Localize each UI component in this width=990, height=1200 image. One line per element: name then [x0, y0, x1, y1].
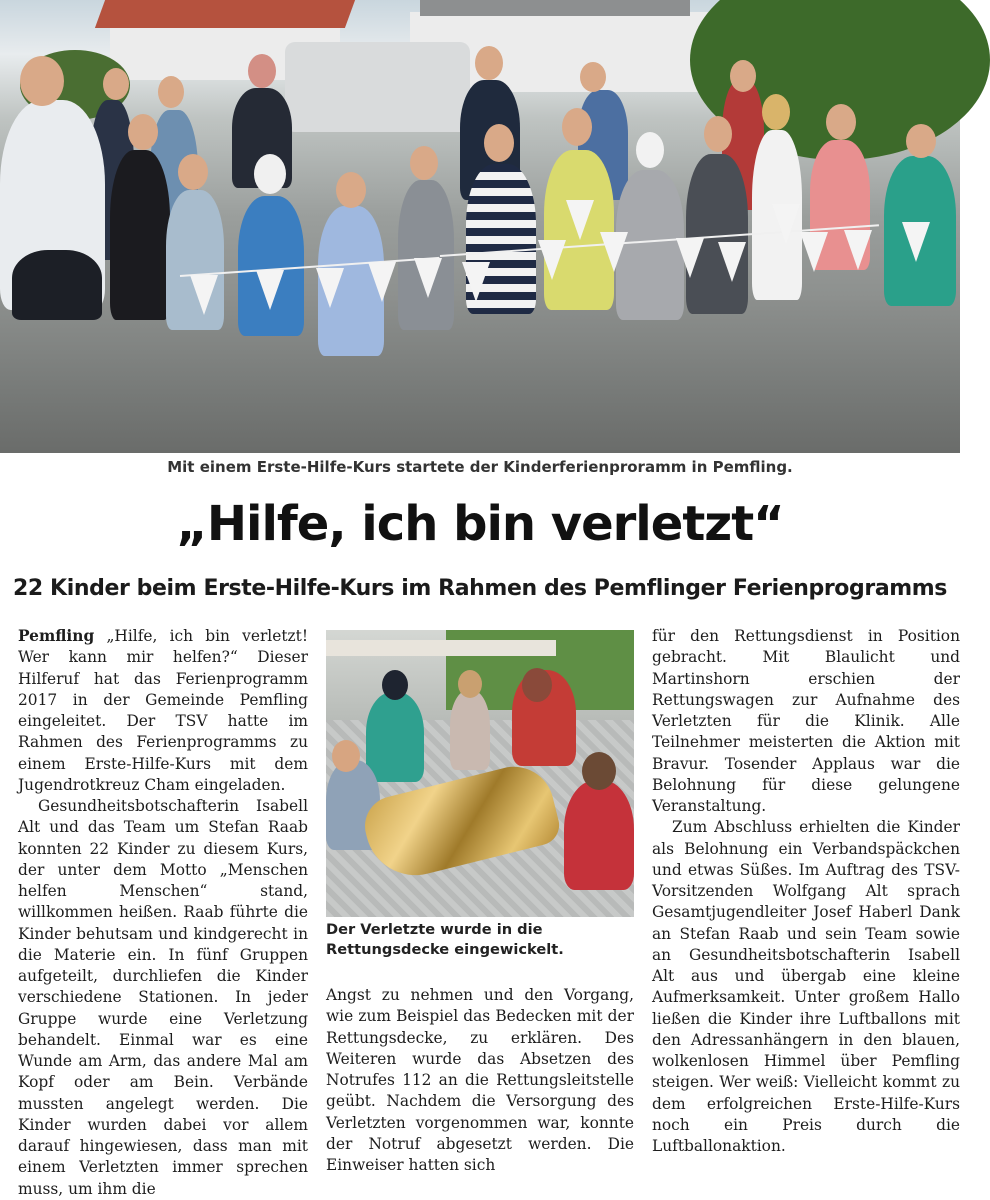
photo-head — [248, 54, 276, 88]
article-dateline: Pemfling — [18, 627, 95, 645]
photo-flag — [462, 262, 490, 302]
inset-kid-head — [382, 670, 408, 700]
photo-head — [336, 172, 366, 208]
photo-flag — [190, 275, 218, 315]
article-paragraph: Zum Abschluss erhielten die Kinder als Belohnung ein Verbandspäckchen und etwas Süßes. Im Auftrag des TSV-Vorsitzenden Wolfgang Alt sprach Gesamtjugendleiter Josef Haberl Dank an Stefan Raab und sein Team sowie an Gesundheitsbotschafterin Isabell Alt aus und übergab eine kleine Aufmerksamkeit. Unter großem Hallo ließen die Kinder ihre Luftballons mit den Adressanhängern in den blauen, wolkenlosen Himmel über Pemfling steigen. Wer weiß: Vielleicht kommt zu dem erfolgreichen Erste-Hilfe-Kurs noch ein Preis durch die Luftballonaktion. — [652, 818, 960, 1155]
inset-photo-caption: Der Verletzte wurde in die Rettungsdecke eingewickelt. — [326, 921, 564, 958]
article-headline: „Hilfe, ich bin verletzt“ — [176, 496, 784, 552]
inset-kid-head — [458, 670, 482, 698]
top-photo-caption: Mit einem Erste-Hilfe-Kurs startete der Kinderferienproramm in Pemfling. — [167, 458, 793, 476]
photo-person — [110, 150, 170, 320]
photo-roof-left — [95, 0, 355, 28]
inset-kid-head — [522, 668, 552, 702]
photo-flag — [676, 238, 704, 278]
photo-head — [636, 132, 664, 168]
article-subheadline: 22 Kinder beim Erste-Hilfe-Kurs im Rahmen des Pemflinger Ferienprogramms — [12, 576, 948, 601]
photo-head — [158, 76, 184, 108]
photo-flag — [414, 258, 442, 298]
photo-head — [128, 114, 158, 150]
article-text: „Hilfe, ich bin verletzt! Wer kann mir helfen?“ Dieser Hilferuf hat das Ferienprogramm 2017 in der Gemeinde Pemfling eingeleitet. Der TSV hatte im Rahmen des Ferienprogramms zu einem Erste-Hilfe-Kurs mit dem Jugendrotkreuz Cham eingeladen. — [18, 627, 308, 794]
photo-head — [762, 94, 790, 130]
article-column-2 — [326, 985, 634, 1176]
photo-flag — [538, 240, 566, 280]
inset-kid-head — [582, 752, 616, 790]
photo-flag — [800, 232, 828, 272]
article-column-1 — [18, 626, 308, 1200]
inset-kid — [450, 690, 490, 770]
photo-flag — [256, 270, 284, 310]
photo-head — [178, 154, 208, 190]
photo-flag — [316, 268, 344, 308]
photo-flag — [902, 222, 930, 262]
photo-flag — [844, 230, 872, 270]
photo-head — [475, 46, 503, 80]
photo-head — [562, 108, 592, 146]
article-paragraph — [18, 626, 308, 796]
photo-flag — [368, 262, 396, 302]
article-paragraph: Gesundheitsbotschafterin Isabell Alt und das Team um Stefan Raab konnten 22 Kinder zu diesem Kurs, der unter dem Motto „Menschen helfen Menschen“ stand, willkommen heißen. Raab führte die Kinder behutsam und kindgerecht in die Materie ein. In fünf Gruppen aufgeteilt, durchliefen die Kinder verschiedene Stationen. In jeder Gruppe wurde eine Verletzung behandelt. Einmal war es eine Wunde am Arm, das andere Mal am Kopf oder am Bein. Verbände mussten angelegt werden. Die Kinder wurden dabei vor allem darauf hingewiesen, dass man mit einem Verletzten immer sprechen muss, um ihm die — [18, 797, 308, 1198]
photo-flag — [600, 232, 628, 272]
photo-road — [0, 300, 960, 453]
article-paragraph: für den Rettungsdienst in Position gebracht. Mit Blaulicht und Martinshorn erschien der Rettungswagen zur Aufnahme des Verletzten für die Klinik. Alle Teilnehmer meisterten die Aktion mit Bravur. Tosender Applaus war die Belohnung für diese gelungene Veranstaltung. — [652, 627, 960, 815]
group-photo — [0, 0, 960, 453]
photo-head — [580, 62, 606, 92]
article-column-3 — [652, 626, 960, 1157]
inset-kid — [366, 692, 424, 782]
article-paragraph: Angst zu nehmen und den Vorgang, wie zum Beispiel das Bedecken mit der Rettungsdecke, zu erklären. Des Weiteren wurde das Absetzen des Notrufes 112 an die Rettungsleitstelle geübt. Nachdem die Versorgung des Verletzten vorgenommen war, konnte der Notruf abgesetzt werden. Die Einweiser hatten sich — [326, 986, 634, 1174]
photo-head — [484, 124, 514, 162]
photo-person — [12, 250, 102, 320]
inset-kid-head — [332, 740, 360, 772]
photo-head — [410, 146, 438, 180]
photo-head — [730, 60, 756, 92]
photo-head — [20, 56, 64, 106]
photo-flag — [566, 200, 594, 240]
photo-head — [103, 68, 129, 100]
photo-flag — [718, 242, 746, 282]
photo-head — [704, 116, 732, 152]
inset-kid — [564, 780, 634, 890]
photo-head — [826, 104, 856, 140]
photo-van — [285, 42, 470, 132]
inset-photo — [326, 630, 634, 917]
photo-flag — [772, 204, 800, 244]
photo-roof-right — [420, 0, 690, 16]
photo-head — [906, 124, 936, 158]
inset-table — [326, 640, 556, 656]
photo-head — [254, 154, 286, 194]
